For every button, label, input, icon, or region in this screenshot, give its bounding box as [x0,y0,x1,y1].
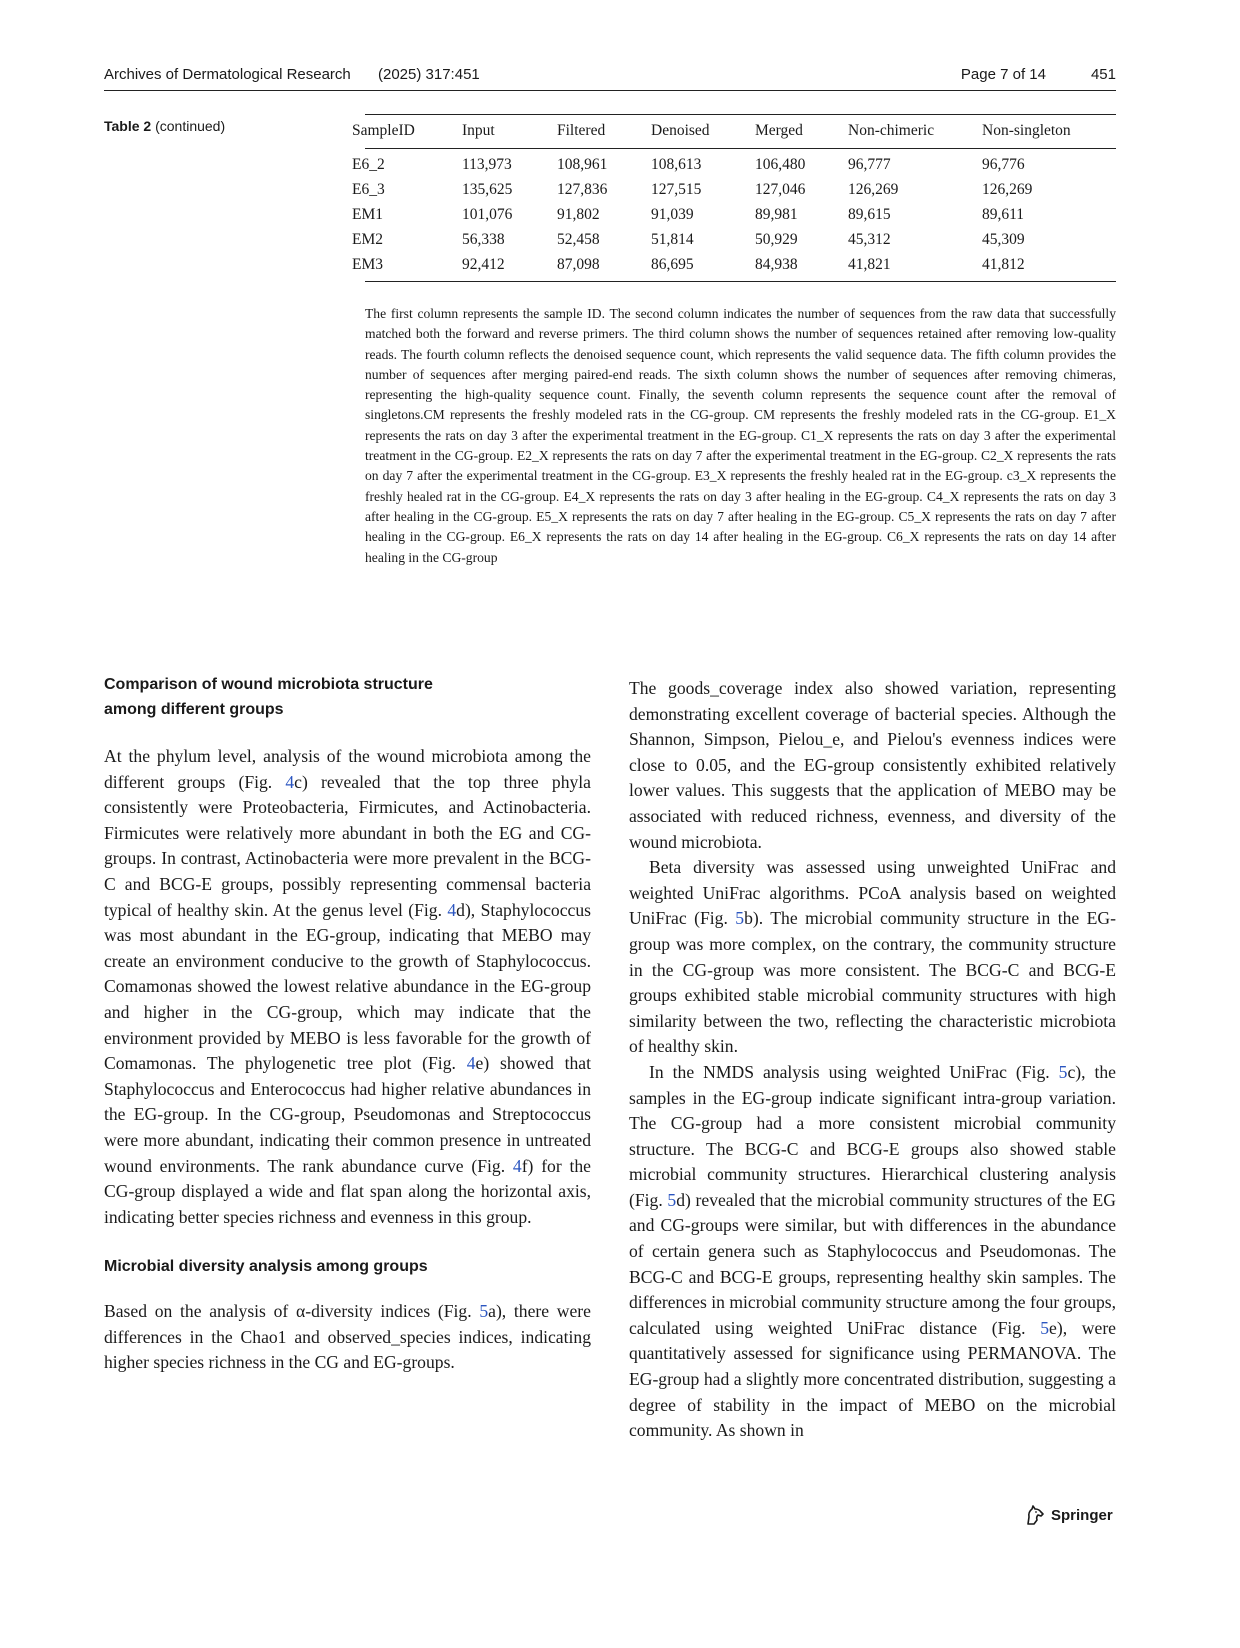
table-cell: 108,961 [557,156,608,173]
table-bottom-rule [365,281,1116,282]
table-cell: 56,338 [462,231,505,248]
table-cell: 101,076 [462,206,513,223]
table-cell: EM1 [352,206,383,223]
table-cell: 126,269 [982,181,1033,198]
paragraph-text: e) showed that Staphylococcus and Enterococcus had higher relative abundances in the EG-group. In the CG-group, Pseudomonas and Streptococcus were more abundant, indicating their common presence in untreated wound environments. The rank abundance curve (Fig. [104,1053,591,1176]
paragraph-nmds [629,1060,1116,1444]
table-cell: 127,515 [651,181,702,198]
table-column-header: SampleID [352,122,415,139]
right-column [629,676,1116,1444]
table-label [104,118,225,134]
figure-reference-link[interactable]: 5 [479,1301,489,1322]
table-header-rule [365,148,1116,149]
figure-reference-link[interactable]: 4 [285,771,295,792]
table-cell: 127,836 [557,181,608,198]
figure-reference-link[interactable]: 4 [447,899,457,920]
paragraph-text: Beta diversity was assessed using unweighted UniFrac and weighted UniFrac algorithms. PCoA analysis based on weighted UniFrac (Fig. [629,857,1116,929]
paragraph-text: In the NMDS analysis using weighted UniFrac (Fig. [649,1061,1059,1082]
table-cell: 92,412 [462,256,505,273]
paragraph-alpha-diversity [104,1299,591,1376]
table-cell: 135,625 [462,181,513,198]
section-heading-diversity: Microbial diversity analysis among groups [104,1258,428,1276]
table-cell: 91,802 [557,206,600,223]
table-cell: 127,046 [755,181,806,198]
table-column-header: Input [462,122,495,139]
table-label-bold: Table 2 [104,118,152,134]
table-cell: 96,777 [848,156,891,173]
table-label-rest: (continued) [155,118,226,134]
paragraph-text: d) revealed that the microbial community structures of the EG and CG-groups were similar, but with differences in the abundance of certain genera such as Staphylococcus and Pseudomonas. The BCG-C and BCG-E groups, representing healthy skin samples. The differences in microbial community structure among the four groups, calculated using weighted UniFrac distance (Fig. [629,1189,1116,1338]
table-cell: EM2 [352,231,383,248]
table-cell: 89,615 [848,206,891,223]
table-cell: E6_2 [352,156,385,173]
paragraph-goods-coverage: The goods_coverage index also showed variation, representing demonstrating excellent coverage of bacterial species. Although the Shannon, Simpson, Pielou_e, and Pielou's evenness indices were close to 0.05, and the EG-group consistently exhibited relatively lower values. This suggests that the application of MEBO may be associated with reduced richness, evenness, and diversity of the wound microbiota. [629,678,1116,852]
table-cell: 45,309 [982,231,1025,248]
paragraph-text: c) revealed that the top three phyla consistently were Proteobacteria, Firmicutes, and Actinobacteria. Firmicutes were relatively more abundant in both the EG and CG-groups. In contrast, Actinobacteria were more prevalent in the BCG-C and BCG-E groups, possibly representing commensal bacteria typical of healthy skin. At the genus level (Fig. [104,771,591,920]
table-cell: 113,973 [462,156,512,173]
figure-reference-link[interactable]: 5 [1058,1061,1068,1082]
section-heading-wound-microbiota: Comparison of wound microbiota structure among different groups [104,676,433,718]
table-cell: 106,480 [755,156,806,173]
table-column-header: Merged [755,122,803,139]
article-number: 451 [1090,66,1116,83]
paragraph-text: e), were quantitatively assessed for significance using PERMANOVA. The EG-group had a slightly more concentrated distribution, suggesting a degree of stability in the impact of MEBO on the microbial community. As shown in [629,1317,1116,1441]
table-column-header: Filtered [557,122,606,139]
paragraph-phylum-analysis [104,744,591,1230]
paragraph-text: At the phylum level, analysis of the wound microbiota among the different groups (Fig. [104,746,591,792]
figure-reference-link[interactable]: 4 [466,1053,476,1074]
paragraph-text: c), the samples in the EG-group indicate significant intra-group variation. The CG-group had a more consistent microbial community structure. The BCG-C and BCG-E groups also showed stable microbial community structures. Hierarchical clustering analysis (Fig. [629,1061,1116,1210]
paragraph-text: Based on the analysis of α-diversity indices (Fig. [104,1301,480,1322]
figure-reference-link[interactable]: 4 [512,1155,522,1176]
table-cell: 41,812 [982,256,1025,273]
table-cell: 86,695 [651,256,694,273]
table-column-header: Non-singleton [982,122,1071,139]
table-top-rule [365,114,1116,115]
journal-name: Archives of Dermatological Research [104,66,351,83]
figure-reference-link[interactable]: 5 [735,908,745,929]
table-column-header: Non-chimeric [848,122,935,139]
paragraph-text: b). The microbial community structure in the EG-group was more complex, on the contrary, the community structure in the CG-group was more consistent. The BCG-C and BCG-E groups exhibited stable microbial community structures with high similarity between the two, reflecting the characteristic microbiota of healthy skin. [629,908,1116,1057]
table-cell: 96,776 [982,156,1025,173]
table-cell: 52,458 [557,231,600,248]
paragraph-text: d), Staphylococcus was most abundant in the EG-group, indicating that MEBO may create an environment conducive to the growth of Staphylococcus. Comamonas showed the lowest relative abundance in the EG-group and higher in the CG-group, which may indicate that the environment provided by MEBO is less favorable for the growth of Comamonas. The phylogenetic tree plot (Fig. [104,899,591,1074]
figure-reference-link[interactable]: 5 [667,1189,677,1210]
table-cell: EM3 [352,256,383,273]
page-number: Page 7 of 14 [960,66,1046,83]
paragraph-beta-diversity [629,855,1116,1060]
table-cell: 50,929 [755,231,798,248]
table-cell: 84,938 [755,256,798,273]
table-note: The first column represents the sample ID. The second column indicates the number of sequences from the raw data that successfully matched both the forward and reverse primers. The third column shows the number of sequences retained after removing low-quality reads. The fourth column reflects the denoised sequence count, which represents the valid sequence data. The fifth column provides the number of sequences after merging paired-end reads. The sixth column shows the number of sequences after removing chimeras, representing the high-quality sequence count. Finally, the seventh column represents the sequence count after the removal of singletons.CM represents the freshly modeled rats in the CG-group. CM represents the freshly modeled rats in the CG-group. E1_X represents the rats on day 3 after the experimental treatment in the EG-group. C1_X represents the rats on day 3 after the experimental treatment in the CG-group. E2_X represents the rats on day 7 after the experimental treatment in the EG-group. C2_X represents the rats on day 7 after the experimental treatment in the CG-group. E3_X represents the freshly healed rat in the EG-group. c3_X represents the freshly healed rat in the CG-group. E4_X represents the rats on day 3 after healing in the EG-group. C4_X represents the rats on day 3 after healing in the CG-group. E5_X represents the rats on day 7 after healing in the EG-group. C5_X represents the rats on day 7 after healing in the CG-group. E6_X represents the rats on day 14 after healing in the EG-group. C6_X represents the rats on day 14 after healing in the CG-group [365,306,1116,565]
table-cell: 51,814 [651,231,694,248]
table-cell: E6_3 [352,181,385,198]
table-cell: 91,039 [651,206,694,223]
header-rule [104,90,1116,91]
table-cell: 126,269 [848,181,899,198]
citation: (2025) 317:451 [378,66,480,83]
paragraph-text: f) for the CG-group displayed a wide and flat span along the horizontal axis, indicating better species richness and evenness in this group. [104,1155,591,1227]
table-cell: 45,312 [848,231,891,248]
table-cell: 89,611 [982,206,1025,223]
figure-reference-link[interactable]: 5 [1040,1317,1050,1338]
publisher-name: Springer [1051,1506,1113,1524]
publisher-footer [1024,1504,1113,1526]
table-cell: 87,098 [557,256,600,273]
springer-horse-icon [1024,1504,1046,1526]
left-column [104,672,591,1376]
running-header [104,66,1116,88]
table-cell: 108,613 [651,156,702,173]
table-cell: 41,821 [848,256,891,273]
table-column-header: Denoised [651,122,710,139]
paragraph-text: a), there were differences in the Chao1 and observed_species indices, indicating higher species richness in the CG and EG-groups. [104,1301,591,1373]
table-cell: 89,981 [755,206,798,223]
